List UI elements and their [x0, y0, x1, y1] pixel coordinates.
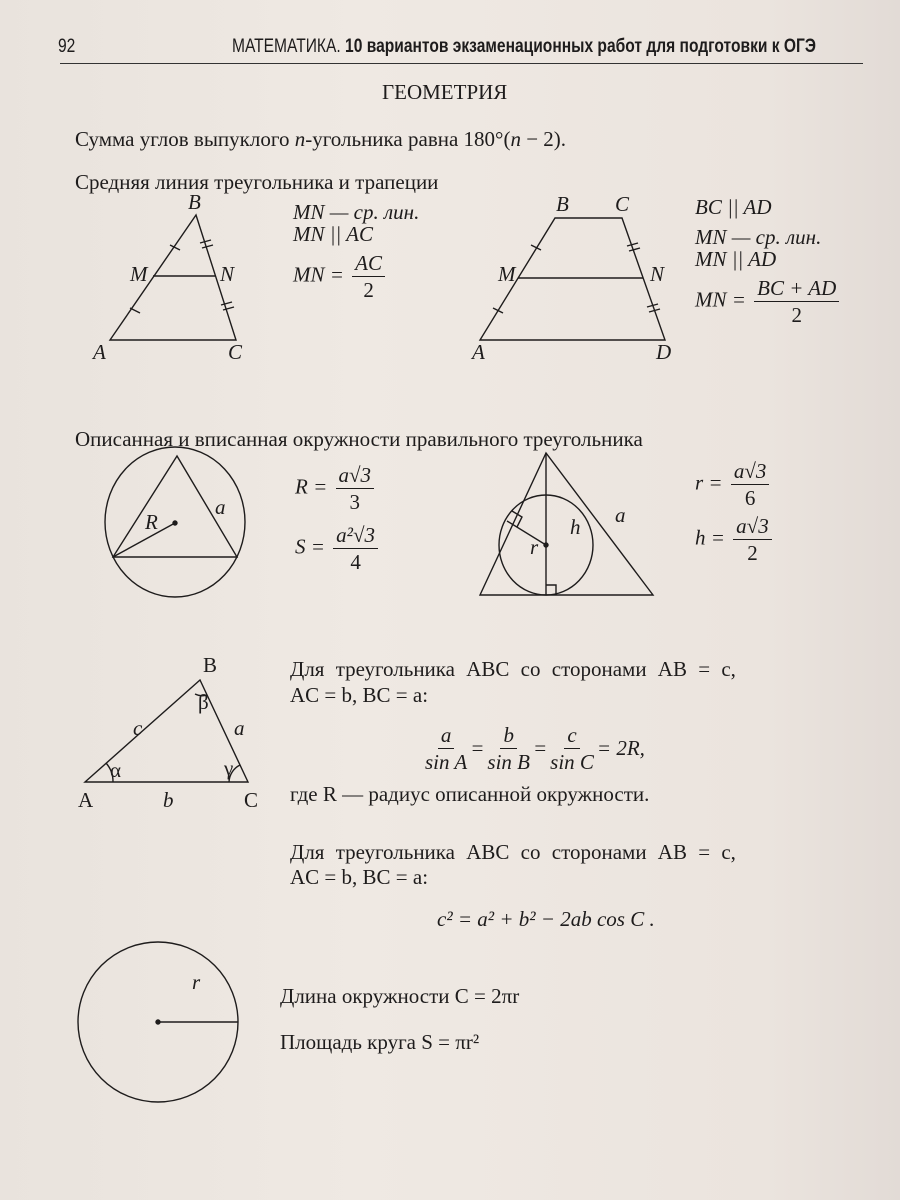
text: − 2). — [520, 127, 567, 151]
trapezoid-parallel-bases: BC || AD — [695, 195, 772, 219]
vertex-label: M — [498, 262, 516, 286]
lhs: S = — [295, 534, 325, 559]
circumference-formula: Длина окружности C = 2πr — [280, 984, 520, 1008]
numerator: a — [438, 722, 455, 749]
midline-heading: Средняя линия треугольника и трапеции — [75, 170, 439, 194]
lhs: MN = — [695, 287, 746, 312]
denominator: sin C — [550, 750, 594, 774]
numerator: b — [500, 722, 517, 749]
section-title: ГЕОМЕТРИЯ — [382, 80, 508, 104]
denominator: 3 — [349, 490, 361, 514]
vertex-label: C — [228, 340, 243, 364]
height-label: h — [570, 515, 581, 539]
denominator: sin A — [425, 750, 468, 774]
triangle-midline-parallel: MN || AC — [293, 222, 374, 246]
vertex-label: C — [615, 192, 630, 216]
vertex-label: B — [188, 190, 201, 214]
circle-figure — [78, 942, 238, 1102]
side-label: a — [615, 503, 626, 527]
denominator: 4 — [350, 550, 361, 574]
text: -угольника равна 180°( — [305, 127, 511, 151]
lhs: h = — [695, 525, 725, 550]
denominator: sin B — [487, 750, 530, 774]
lhs: R = — [295, 474, 328, 499]
numerator: a√3 — [731, 458, 770, 485]
cosine-law-condition-line1: Для треугольника ABC со сторонами AB = c, — [290, 840, 736, 864]
denominator: 2 — [363, 278, 374, 302]
trapezoid-midline-def: MN — ср. лин. — [695, 225, 822, 249]
angle-label: γ — [224, 756, 234, 780]
trapezoid-midline-parallel: MN || AD — [695, 247, 777, 271]
inradius-formula — [695, 458, 772, 511]
denominator: 2 — [747, 541, 758, 565]
radius-label: r — [192, 970, 201, 994]
cosine-law-condition-line2: AC = b, BC = a: — [290, 865, 429, 889]
circle-area-formula: Площадь круга S = πr² — [280, 1030, 480, 1054]
cosine-law-formula: c² = a² + b² − 2ab cos C . — [437, 907, 655, 931]
vertex-label: D — [656, 340, 672, 364]
lhs: r = — [695, 470, 723, 495]
numerator: AC — [352, 250, 385, 277]
side-label: a — [215, 495, 226, 519]
sine-law-formula — [422, 722, 645, 775]
vertex-label: M — [130, 262, 148, 286]
inscribed-circle-figure — [480, 453, 653, 595]
side-label: b — [163, 788, 174, 812]
triangle-midline-formula — [293, 250, 388, 303]
numerator: c — [564, 722, 579, 749]
running-title-rest: 10 вариантов экзаменационных работ для подготовки к ОГЭ — [345, 36, 816, 57]
rhs: = 2R, — [596, 736, 645, 760]
side-label: c — [133, 716, 143, 740]
side-label: a — [234, 716, 245, 740]
denominator: 6 — [744, 486, 756, 510]
lhs: MN = — [293, 262, 344, 287]
triangle-midline-def: MN — ср. лин. — [293, 200, 420, 224]
circumscribed-circle-figure — [105, 447, 245, 597]
var: n — [294, 127, 306, 151]
vertex-label: A — [472, 340, 485, 364]
var: n — [510, 127, 521, 151]
regular-triangle-heading: Описанная и вписанная окружности правильного треугольника — [75, 427, 643, 451]
height-formula — [695, 513, 775, 566]
angle-label: β — [198, 690, 209, 714]
equals: = — [532, 736, 548, 760]
vertex-label: A — [78, 788, 94, 812]
denominator: 2 — [791, 303, 802, 327]
numerator: a√3 — [733, 513, 772, 540]
numerator: a√3 — [336, 462, 375, 489]
vertex-label: N — [650, 262, 665, 286]
sine-law-condition-line1: Для треугольника ABC со сторонами AB = c, — [290, 657, 736, 681]
vertex-label: N — [220, 262, 235, 286]
vertex-label: C — [244, 788, 259, 812]
sine-law-condition-line2: AC = b, BC = a: — [290, 683, 429, 707]
equals: = — [470, 736, 485, 760]
inradius-label: r — [530, 535, 539, 559]
page-number: 92 — [58, 36, 76, 57]
running-title-prefix: МАТЕМАТИКА. — [232, 36, 341, 57]
trapezoid-midline-formula — [695, 275, 842, 328]
radius-label: R — [145, 510, 158, 534]
vertex-label: B — [203, 653, 218, 677]
sine-law-note: где R — радиус описанной окружности. — [290, 782, 650, 806]
circumradius-formula — [295, 462, 377, 515]
angle-label: α — [110, 758, 122, 782]
vertex-label: B — [556, 192, 569, 216]
vertex-label: A — [93, 340, 106, 364]
area-formula — [295, 522, 381, 575]
numerator: a²√3 — [333, 522, 378, 549]
triangle-midline-figure — [110, 215, 236, 340]
text: Сумма углов выпуклого — [75, 127, 295, 151]
numerator: BC + AD — [754, 275, 839, 302]
